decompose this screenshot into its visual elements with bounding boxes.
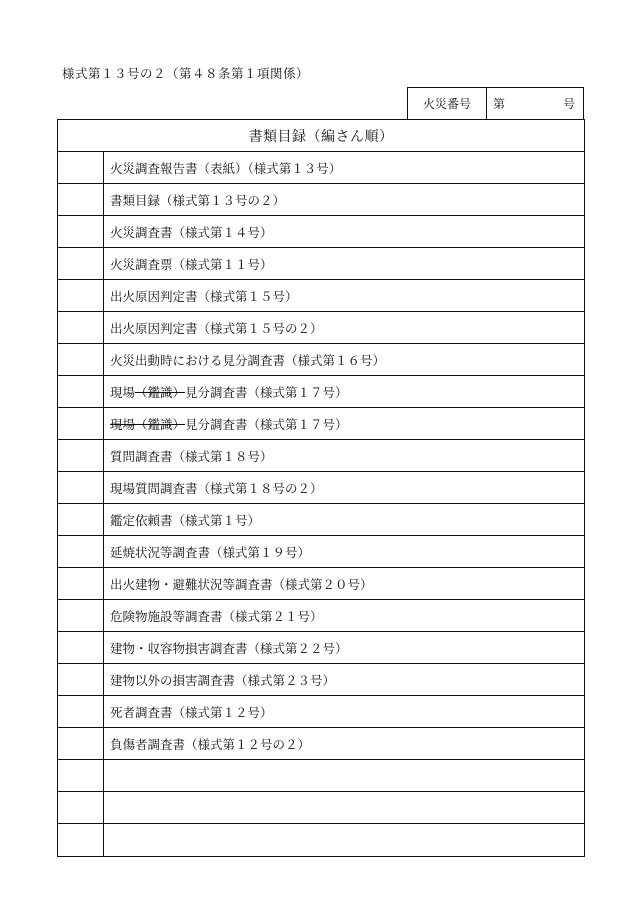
table-row — [58, 312, 584, 344]
check-cell[interactable] — [58, 696, 104, 727]
check-cell[interactable] — [58, 376, 104, 407]
document-name-cell: 火災調査書（様式第１４号） — [110, 224, 273, 240]
check-cell[interactable] — [58, 440, 104, 471]
fire-number-box — [407, 87, 584, 119]
check-cell[interactable] — [58, 408, 104, 439]
document-name-cell: 現場質問調査書（様式第１８号の２） — [110, 480, 323, 496]
document-name-cell: 火災調査報告書（表紙）（様式第１３号） — [110, 160, 342, 176]
document-name-cell: 建物・収容物損害調査書（様式第２２号） — [110, 640, 348, 656]
document-name-cell: 負傷者調査書（様式第１２号の２） — [110, 736, 311, 752]
check-cell[interactable] — [58, 504, 104, 535]
check-cell[interactable] — [58, 280, 104, 311]
table-row — [58, 152, 584, 184]
document-name-cell: 死者調査書（様式第１２号） — [110, 704, 273, 720]
table-row — [58, 632, 584, 664]
table-row — [58, 216, 584, 248]
table-row — [58, 504, 584, 536]
table-row — [58, 280, 584, 312]
table-row — [58, 536, 584, 568]
check-cell[interactable] — [58, 152, 104, 183]
document-name-suffix: 見分調査書（様式第１７号） — [185, 384, 348, 400]
check-cell[interactable] — [58, 632, 104, 663]
document-name-cell: 鑑定依頼書（様式第１号） — [110, 512, 261, 528]
fire-number-label: 火災番号 — [408, 88, 487, 119]
document-name-cell[interactable] — [104, 792, 584, 823]
document-list-title: 書類目録（編さん順） — [58, 120, 584, 152]
document-name-cell: 書類目録（様式第１３号の２） — [110, 192, 286, 208]
table-row — [58, 664, 584, 696]
fire-number-field[interactable] — [487, 88, 583, 119]
check-cell[interactable] — [58, 536, 104, 567]
document-name-cell: 建物以外の損害調査書（様式第２３号） — [110, 672, 336, 688]
fire-number-prefix: 第 — [493, 97, 506, 111]
table-row — [58, 728, 584, 760]
struck-text: （鑑識） — [135, 384, 186, 400]
document-name-cell[interactable] — [104, 760, 584, 791]
check-cell[interactable] — [58, 472, 104, 503]
table-row — [58, 376, 584, 408]
table-row — [58, 792, 584, 824]
document-name-cell[interactable] — [104, 824, 584, 856]
check-cell[interactable] — [58, 248, 104, 279]
check-cell[interactable] — [58, 312, 104, 343]
document-name-prefix: 現場 — [110, 384, 136, 400]
document-name-cell: 火災出動時における見分調査書（様式第１６号） — [110, 352, 386, 368]
table-row — [58, 760, 584, 792]
document-name-cell: 出火建物・避難状況等調査書（様式第２０号） — [110, 576, 373, 592]
struck-text: 現場（鑑識） — [110, 416, 186, 432]
form-heading: 様式第１３号の２（第４８条第１項関係） — [62, 66, 310, 81]
document-name-cell: 出火原因判定書（様式第１５号） — [110, 288, 298, 304]
check-cell[interactable] — [58, 568, 104, 599]
table-row — [58, 440, 584, 472]
fire-number-suffix: 号 — [562, 97, 575, 111]
check-cell[interactable] — [58, 824, 104, 856]
document-name-cell: 出火原因判定書（様式第１５号の２） — [110, 320, 323, 336]
document-name-cell — [104, 408, 584, 439]
table-row — [58, 600, 584, 632]
check-cell[interactable] — [58, 728, 104, 759]
document-name-cell: 延焼状況等調査書（様式第１９号） — [110, 544, 311, 560]
document-name-cell: 危険物施設等調査書（様式第２１号） — [110, 608, 323, 624]
table-row — [58, 824, 584, 856]
document-name-cell: 質問調査書（様式第１８号） — [110, 448, 273, 464]
table-row — [58, 184, 584, 216]
document-list-table — [57, 119, 585, 857]
check-cell[interactable] — [58, 216, 104, 247]
document-name-suffix: 見分調査書（様式第１７号） — [185, 416, 348, 432]
table-row — [58, 248, 584, 280]
check-cell[interactable] — [58, 760, 104, 791]
table-row — [58, 408, 584, 440]
check-cell[interactable] — [58, 184, 104, 215]
check-cell[interactable] — [58, 664, 104, 695]
table-row — [58, 696, 584, 728]
table-row — [58, 344, 584, 376]
check-cell[interactable] — [58, 344, 104, 375]
check-cell[interactable] — [58, 792, 104, 823]
table-row — [58, 472, 584, 504]
document-name-cell: 火災調査票（様式第１１号） — [110, 256, 273, 272]
check-cell[interactable] — [58, 600, 104, 631]
table-row — [58, 568, 584, 600]
document-name-cell — [104, 376, 584, 407]
